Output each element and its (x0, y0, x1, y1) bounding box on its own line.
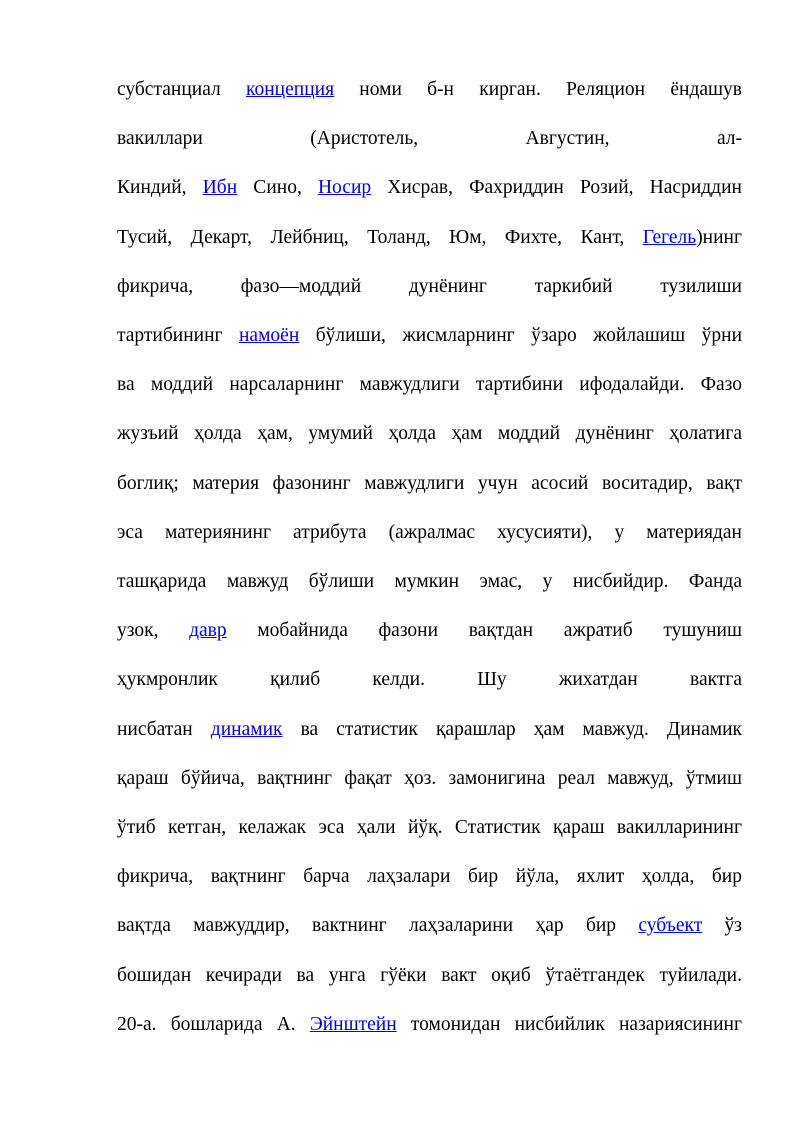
hyperlink[interactable]: концепция (246, 79, 335, 100)
text-segment: Тусий, Декарт, Лейбниц, Толанд, Юм, Фихте, Кант, (117, 227, 643, 248)
text-line (117, 174, 742, 202)
text-segment: )нинг (696, 227, 742, 248)
text-line (117, 1011, 742, 1039)
text-segment: ва моддий нарсаларнинг мавжудлиги тартибини ифодалайди. Фазо (117, 374, 742, 395)
text-segment: фикрича, вақтнинг барча лаҳзалари бир йўла, яхлит ҳолда, бир (117, 866, 742, 887)
text-line (117, 765, 742, 793)
text-line (117, 617, 742, 645)
text-line (117, 224, 742, 252)
text-line (117, 716, 742, 744)
text-segment: нисбатан (117, 719, 211, 740)
text-line (117, 125, 742, 153)
text-line (117, 568, 742, 596)
text-segment: жузъий ҳолда ҳам, умумий ҳолда ҳам моддий дунёнинг ҳолатига (117, 423, 742, 444)
text-segment: бўлиши, жисмларнинг ўзаро жойлашиш ўрни (299, 325, 743, 346)
hyperlink[interactable]: субъект (638, 915, 703, 936)
text-segment: 20-а. бошларида А. (117, 1014, 310, 1035)
text-line (117, 814, 742, 842)
text-line (117, 322, 742, 350)
text-line (117, 420, 742, 448)
hyperlink[interactable]: намоён (238, 325, 300, 346)
text-segment: узок, (117, 620, 190, 641)
text-segment: Хисрав, Фахриддин Розий, Насриддин (371, 177, 742, 198)
text-line (117, 273, 742, 301)
text-line (117, 519, 742, 547)
text-segment: ўтиб кетган, келажак эса ҳали йўқ. Статистик қараш вакилларининг (117, 817, 742, 838)
text-segment: бошидан кечиради ва унга гўёки вакт оқиб ўтаётгандек туйилади. (117, 965, 742, 986)
text-segment: фикрича, фазо—моддий дунёнинг таркибий тузилиши (117, 276, 742, 297)
text-segment: вакиллари (Аристотель, Августин, ал- (117, 128, 742, 149)
hyperlink[interactable]: Ибн (202, 177, 238, 198)
text-segment: вақтда мавжуддир, вактнинг лаҳзаларини ҳар бир (117, 915, 639, 936)
text-line (117, 962, 742, 990)
text-segment: Сино, (237, 177, 318, 198)
text-segment: номи б-н кирган. Реляцион ёндашув (334, 79, 742, 100)
text-line (117, 863, 742, 891)
text-segment: мобайнида фазони вақтдан ажратиб тушуниш (226, 620, 742, 641)
hyperlink[interactable]: давр (189, 620, 227, 641)
text-line (117, 912, 742, 940)
text-segment: ҳукмронлик қилиб келди. Шу жихатдан вактга (117, 669, 742, 690)
text-segment: томонидан нисбийлик назариясининг (396, 1014, 742, 1035)
hyperlink[interactable]: динамик (210, 719, 283, 740)
text-segment: ва статистик қарашлар ҳам мавжуд. Динамик (282, 719, 742, 740)
hyperlink[interactable]: Эйнштейн (309, 1014, 397, 1035)
hyperlink[interactable]: Гегель (642, 227, 697, 248)
text-segment: Киндий, (117, 177, 203, 198)
text-line (117, 76, 742, 104)
text-segment: тартибининг (117, 325, 239, 346)
text-line (117, 666, 742, 694)
text-segment: қараш бўйича, вақтнинг фақат ҳоз. замонигина реал мавжуд, ўтмиш (117, 768, 742, 789)
text-line (117, 470, 742, 498)
text-segment: ўз (702, 915, 743, 936)
text-segment: боглиқ; материя фазонинг мавжудлиги учун асосий воситадир, вақт (117, 473, 742, 494)
text-segment: субстанциал (117, 79, 246, 100)
text-line (117, 371, 742, 399)
text-segment: ташқарида мавжуд бўлиши мумкин эмас, у нисбийдир. Фанда (117, 571, 742, 592)
text-segment: эса материянинг атрибута (ажралмас хусусияти), у материядан (117, 522, 742, 543)
hyperlink[interactable]: Носир (317, 177, 372, 198)
